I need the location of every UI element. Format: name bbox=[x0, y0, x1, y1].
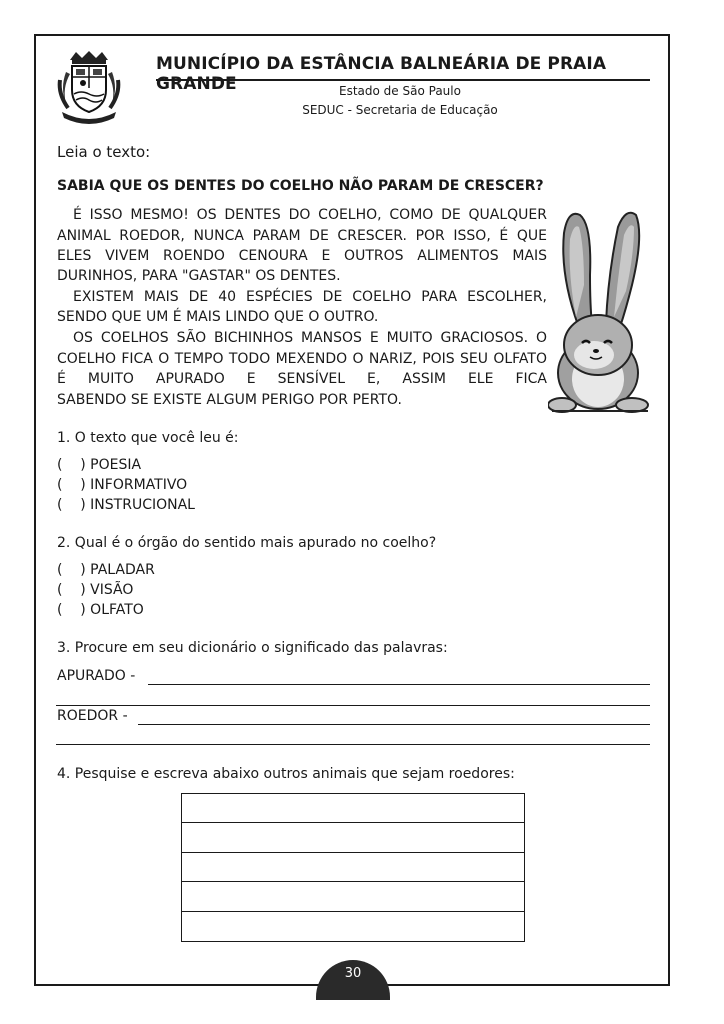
article-paragraph-1-body: É ISSO MESMO! OS DENTES DO COELHO, COMO DE QUALQUER ANIMAL ROEDOR, NUNCA PARAM DE CRESCER. POR ISSO, É QUE ELES VIVEM ROENDO CENOURA E OUTROS ALIMENTOS MAIS bbox=[57, 207, 547, 264]
question-1-option-poesia[interactable]: ( ) POESIA bbox=[57, 457, 142, 473]
apurado-answer-line-2[interactable] bbox=[56, 705, 650, 706]
article-paragraph-1-end: DURINHOS, PARA "GASTAR" OS DENTES. bbox=[57, 268, 341, 284]
municipal-seal-icon bbox=[56, 50, 122, 124]
roedores-answer-table bbox=[181, 793, 525, 942]
article-paragraph-2 bbox=[57, 287, 547, 308]
article-paragraph-3-end: SABENDO SE EXISTE ALGUM PERIGO POR PERTO. bbox=[57, 392, 402, 408]
article-paragraph-2-end: SENDO QUE UM É MAIS LINDO QUE O OUTRO. bbox=[57, 309, 379, 325]
question-1-option-informativo[interactable]: ( ) INFORMATIVO bbox=[57, 477, 188, 493]
reading-instruction: Leia o texto: bbox=[57, 143, 151, 161]
department-name: SEDUC - Secretaria de Educação bbox=[302, 103, 498, 117]
answer-row[interactable] bbox=[182, 853, 524, 882]
title-underline bbox=[156, 79, 650, 81]
word-roedor-label: ROEDOR - bbox=[57, 708, 128, 724]
answer-row[interactable] bbox=[182, 882, 524, 911]
article-title: SABIA QUE OS DENTES DO COELHO NÃO PARAM DE CRESCER? bbox=[57, 178, 544, 194]
question-3-text: 3. Procure em seu dicionário o significado das palavras: bbox=[57, 640, 448, 656]
question-2-option-olfato[interactable]: ( ) OLFATO bbox=[57, 602, 144, 618]
article-paragraph-2-body: EXISTEM MAIS DE 40 ESPÉCIES DE COELHO PARA ESCOLHER, bbox=[73, 289, 547, 305]
apurado-answer-line[interactable] bbox=[148, 684, 650, 685]
roedor-answer-line[interactable] bbox=[138, 724, 650, 725]
question-2-option-paladar[interactable]: ( ) PALADAR bbox=[57, 562, 155, 578]
question-4-text: 4. Pesquise e escreva abaixo outros animais que sejam roedores: bbox=[57, 766, 515, 782]
rabbit-illustration-icon bbox=[548, 205, 652, 417]
municipality-title: MUNICÍPIO DA ESTÂNCIA BALNEÁRIA DE PRAIA GRANDE bbox=[156, 54, 607, 94]
answer-row[interactable] bbox=[182, 794, 524, 823]
page-number: 30 bbox=[344, 966, 362, 981]
state-name: Estado de São Paulo bbox=[339, 84, 461, 98]
article-paragraph-3 bbox=[57, 328, 547, 390]
question-1-option-instrucional[interactable]: ( ) INSTRUCIONAL bbox=[57, 497, 195, 513]
answer-row[interactable] bbox=[182, 912, 524, 941]
question-1-text: 1. O texto que você leu é: bbox=[57, 430, 239, 446]
word-apurado-label: APURADO - bbox=[57, 668, 136, 684]
answer-row[interactable] bbox=[182, 823, 524, 852]
article-paragraph-1 bbox=[57, 205, 547, 267]
question-2-text: 2. Qual é o órgão do sentido mais apurado no coelho? bbox=[57, 535, 437, 551]
question-2-option-visao[interactable]: ( ) VISÃO bbox=[57, 582, 134, 598]
roedor-answer-line-2[interactable] bbox=[56, 744, 650, 745]
article-paragraph-3-body: OS COELHOS SÃO BICHINHOS MANSOS E MUITO GRACIOSOS. O COELHO FICA O TEMPO TODO MEXENDO O NARIZ, POIS SEU OLFATO É MUITO APURADO E SENSÍVEL E, ASSIM ELE FICA bbox=[57, 330, 547, 387]
